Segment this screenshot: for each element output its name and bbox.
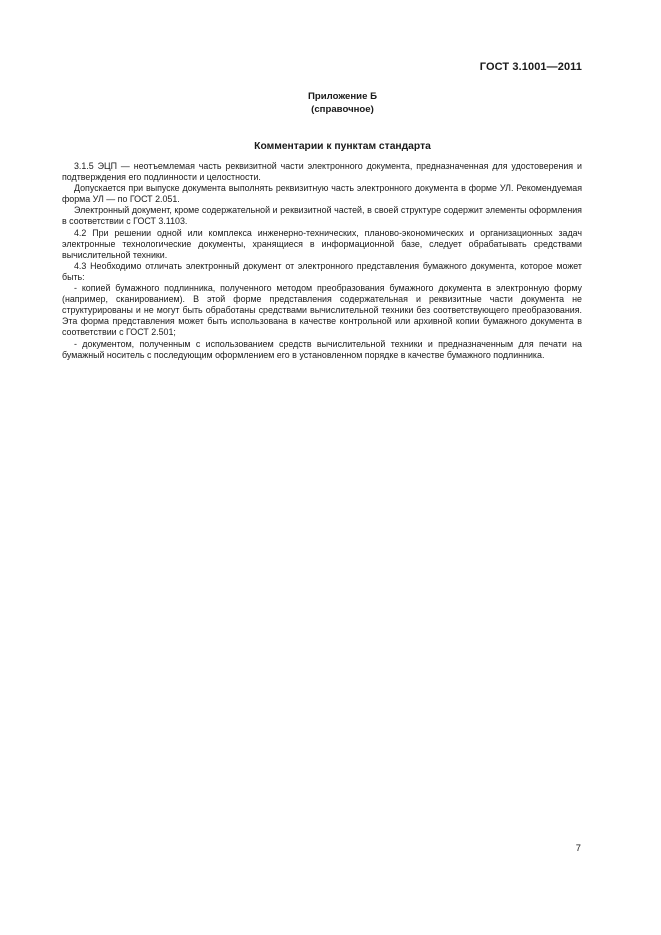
paragraph-4-3: 4.3 Необходимо отличать электронный документ от электронного представления бумажного документа, которое может быть:	[62, 260, 582, 282]
list-item-print-document: - документом, полученным с использованием средств вычислительной техники и предназначенным для печати на бумажный носитель с последующим оформлением его в установленном порядке в качестве бумажного подлинника.	[62, 338, 582, 360]
section-title: Комментарии к пунктам стандарта	[254, 141, 431, 152]
paragraph-electronic-document: Электронный документ, кроме содержательной и реквизитной частей, в своей структуре содержит элементы оформления в соответствии с ГОСТ 3.1103.	[62, 205, 582, 227]
appendix-heading	[0, 90, 661, 116]
body-text	[62, 161, 582, 361]
appendix-type: (справочное)	[311, 104, 374, 115]
appendix-label: Приложение Б	[308, 91, 377, 102]
paragraph-3-1-5: 3.1.5 ЭЦП — неотъемлемая часть реквизитной части электронного документа, предназначенная для удостоверения и подтверждения его подлинности и целостности.	[62, 161, 582, 183]
page-number: 7	[575, 842, 581, 853]
paragraph-ul-form: Допускается при выпуске документа выполнять реквизитную часть электронного документа в форме УЛ. Рекомендуемая форма УЛ — по ГОСТ 2.051.	[62, 183, 582, 205]
paragraph-4-2: 4.2 При решении одной или комплекса инженерно-технических, планово-экономических и организационных задач электронные технологические документы, хранящиеся в информационной базе, следует обрабатывать средствами вычислительной техники.	[62, 227, 582, 260]
list-item-paper-copy: - копией бумажного подлинника, полученного методом преобразования бумажного документа в электронную форму (например, сканированием). В этой форме представления содержательная и реквизитные части документа не структурированы и не могут быть обработаны средствами вычислительной техники без соответствующего преобразования. Эта форма представления может быть использована в качестве контрольной или архивной копии бумажного документа в соответствии с ГОСТ 2.501;	[62, 283, 582, 338]
document-standard-id: ГОСТ 3.1001—2011	[479, 61, 582, 73]
